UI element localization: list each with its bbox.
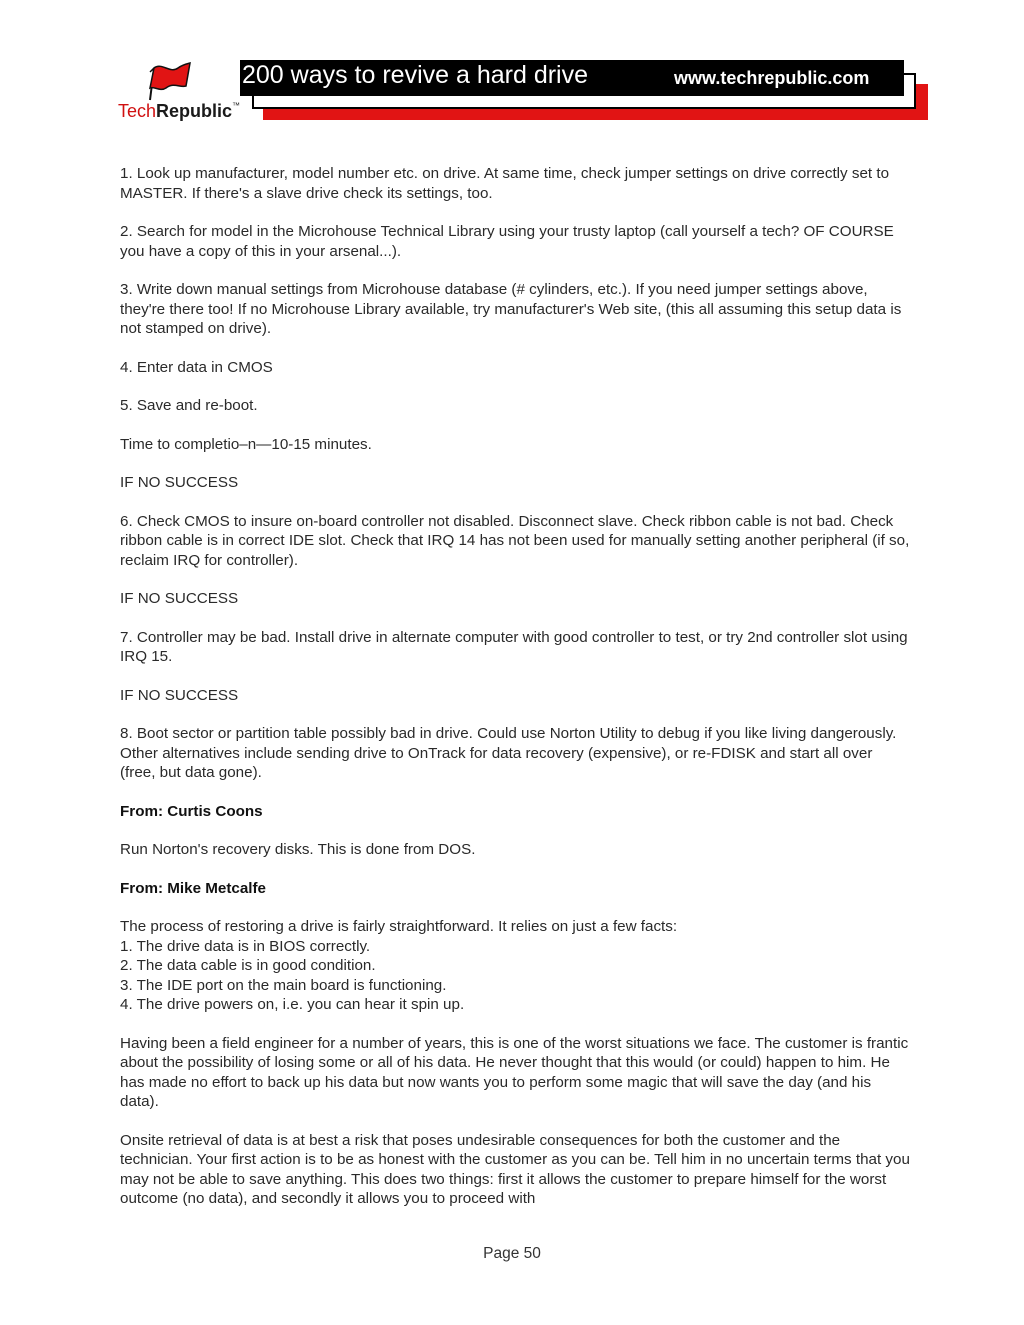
paragraph: Having been a field engineer for a number of years, this is one of the worst situations we face. The customer is frantic about the possibility of losing some or all of his data. He never thought that this would (or could) happen to him. He has made no effort to back up his data but now wants you to perform some magic that will save the day (and his data). xyxy=(120,1034,909,1110)
paragraph: 1. Look up manufacturer, model number etc. on drive. At same time, check jumper settings on drive correctly set to MASTER. If there's a slave drive check its settings, too. xyxy=(120,165,890,202)
logo-republic: Republic xyxy=(156,101,233,121)
list-intro: The process of restoring a drive is fairly straightforward. It relies on just a few facts: xyxy=(120,918,678,935)
logo-wordmark xyxy=(118,101,240,122)
author-heading-mike: From: Mike Metcalfe xyxy=(120,879,267,897)
paragraph: IF NO SUCCESS xyxy=(120,474,239,491)
paragraph: Run Norton's recovery disks. This is done from DOS. xyxy=(120,841,476,858)
flag-icon xyxy=(144,58,194,102)
paragraph: 5. Save and re-boot. xyxy=(120,397,258,414)
logo-tech: Tech xyxy=(118,101,157,121)
paragraph: 4. Enter data in CMOS xyxy=(120,358,273,376)
page-content xyxy=(120,164,910,1228)
paragraph: IF NO SUCCESS xyxy=(120,590,239,607)
header-title: 200 ways to revive a hard drive xyxy=(242,61,589,89)
list-item: 3. The IDE port on the main board is functioning. xyxy=(120,976,447,994)
paragraph: 2. Search for model in the Microhouse Technical Library using your trusty laptop (call yourself a tech? OF COURSE you have a copy of this in your arsenal...). xyxy=(120,223,894,260)
page-number: Page 50 xyxy=(483,1245,541,1262)
paragraph: Onsite retrieval of data is at best a risk that poses undesirable consequences for both the customer and the technician. Your first action is to be as honest with the customer as you can be. Tell him in no uncertain terms that you may not be able to save anything. This does two things: first it allows the customer to prepare himself for the worst outcome (no data), and secondly it allows you to proceed with xyxy=(120,1131,910,1207)
paragraph: 7. Controller may be bad. Install drive in alternate computer with good controller to test, or try 2nd controller slot using IRQ 15. xyxy=(120,628,908,665)
paragraph: IF NO SUCCESS xyxy=(120,686,239,704)
author-heading-curtis: From: Curtis Coons xyxy=(120,802,263,820)
logo-tm: ™ xyxy=(232,101,241,110)
facts-list xyxy=(120,917,910,1015)
techrepublic-logo xyxy=(116,58,241,128)
paragraph: Time to completio–n—10-15 minutes. xyxy=(120,435,372,453)
header-url: www.techrepublic.com xyxy=(674,68,870,88)
list-item: 1. The drive data is in BIOS correctly. xyxy=(120,937,371,955)
paragraph: 3. Write down manual settings from Microhouse database (# cylinders, etc.). If you need jumper settings above, they're there too! If no Microhouse Library available, try manufacturer's Web site, (this all assuming this setup data is not stamped on drive). xyxy=(120,281,902,337)
list-item: 2. The data cable is in good condition. xyxy=(120,957,376,974)
paragraph: 6. Check CMOS to insure on-board controller not disabled. Disconnect slave. Check ribbon cable is not bad. Check ribbon cable is in correct IDE slot. Check that IRQ 14 has not been used for manually setting another peripheral (if so, reclaim IRQ for controller). xyxy=(120,512,910,569)
list-item: 4. The drive powers on, i.e. you can hear it spin up. xyxy=(120,996,465,1013)
paragraph: 8. Boot sector or partition table possibly bad in drive. Could use Norton Utility to debug if you like living dangerously. Other alternatives include sending drive to OnTrack for data recovery (expensive), or re-FDISK and start all over (free, but data gone). xyxy=(120,725,897,781)
